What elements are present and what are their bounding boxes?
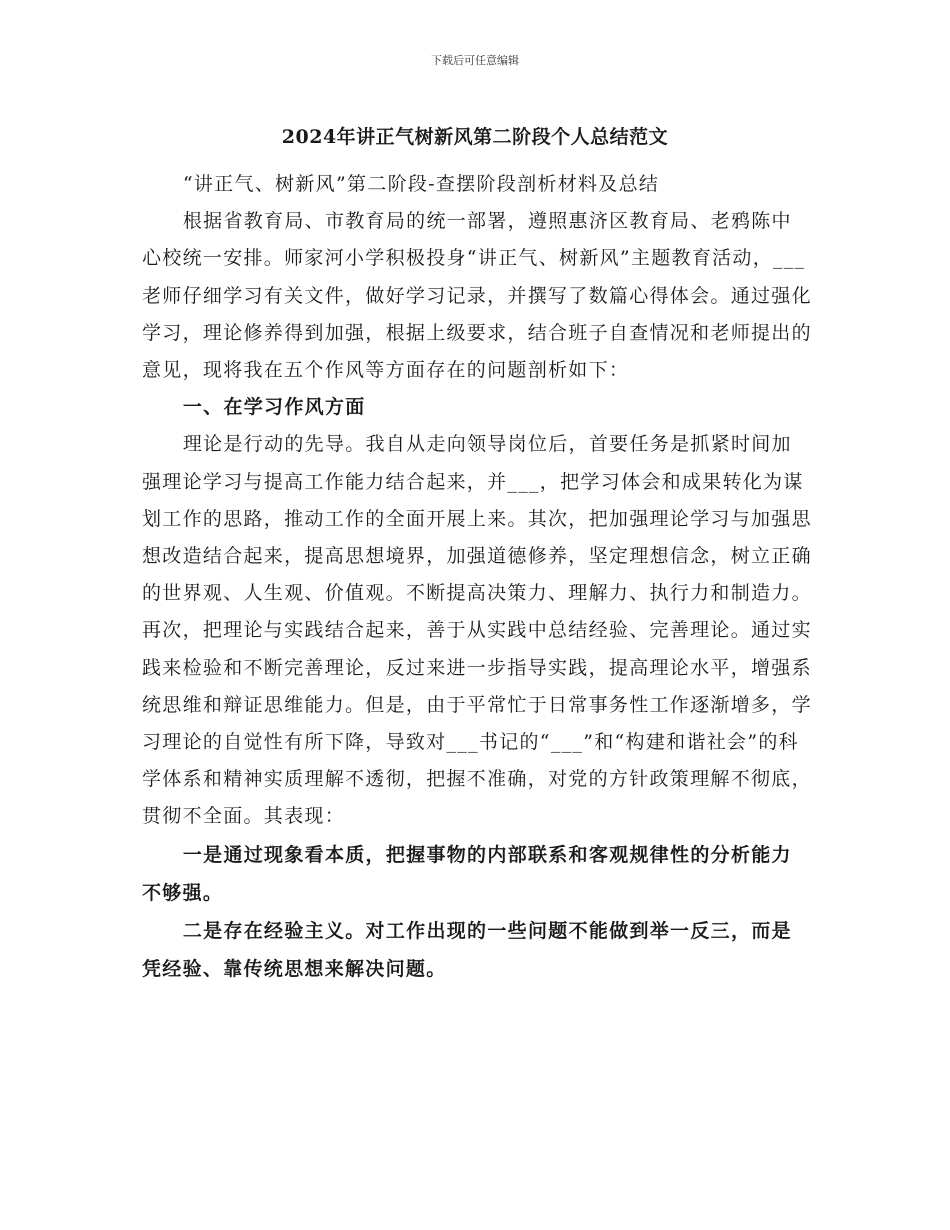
paragraph-study-style: 理论是行动的先导。我自从走向领导岗位后，首要任务是抓紧时间加强理论学习与提高工作能力结合起来，并___，把学习体会和成果转化为谋划工作的思路，推动工作的全面开展上来。其次，把加强理论学习与加强思想改造结合起来，提高思想境界，加强道德修养，坚定理想信念，树立正确的世界观、人生观、价值观。不断提高决策力、理解力、执行力和制造力。再次，把理论与实践结合起来，善于从实践中总结经验、完善理论。通过实践来检验和不断完善理论，反过来进一步指导实践，提高理论水平，增强系统思维和辩证思维能力。但是，由于平常忙于日常事务性工作逐渐增多，学习理论的自觉性有所下降，导致对___书记的“___”和“构建和谐社会”的科学体系和精神实质理解不透彻，把握不准确，对党的方针政策理解不彻底，贯彻不全面。其表现： [142, 433, 812, 828]
document-title: 2024年讲正气树新风第二阶段个人总结范文 [281, 126, 669, 148]
paragraph-point-one: 一是通过现象看本质，把握事物的内部联系和客观规律性的分析能力不够强。 [142, 843, 792, 904]
paragraph-point-two: 二是存在经验主义。对工作出现的一些问题不能做到举一反三，而是凭经验、靠传统思想来解决问题。 [142, 919, 792, 980]
header-note: 下载后可任意编辑 [431, 54, 519, 67]
paragraph-intro: 根据省教育局、市教育局的统一部署，遵照惠济区教育局、老鸦陈中心校统一安排。师家河小学积极投身“讲正气、树新风”主题教育活动，___老师仔细学习有关文件，做好学习记录，并撰写了数篇心得体会。通过强化学习，理论修养得到加强，根据上级要求，结合班子自查情况和老师提出的意见，现将我在五个作风等方面存在的问题剖析如下： [142, 210, 812, 382]
section-heading-study-style: 一、在学习作风方面 [182, 396, 366, 419]
paragraph-subtitle: “讲正气、树新风”第二阶段-查摆阶段剖析材料及总结 [182, 173, 660, 195]
document-body [142, 166, 812, 988]
